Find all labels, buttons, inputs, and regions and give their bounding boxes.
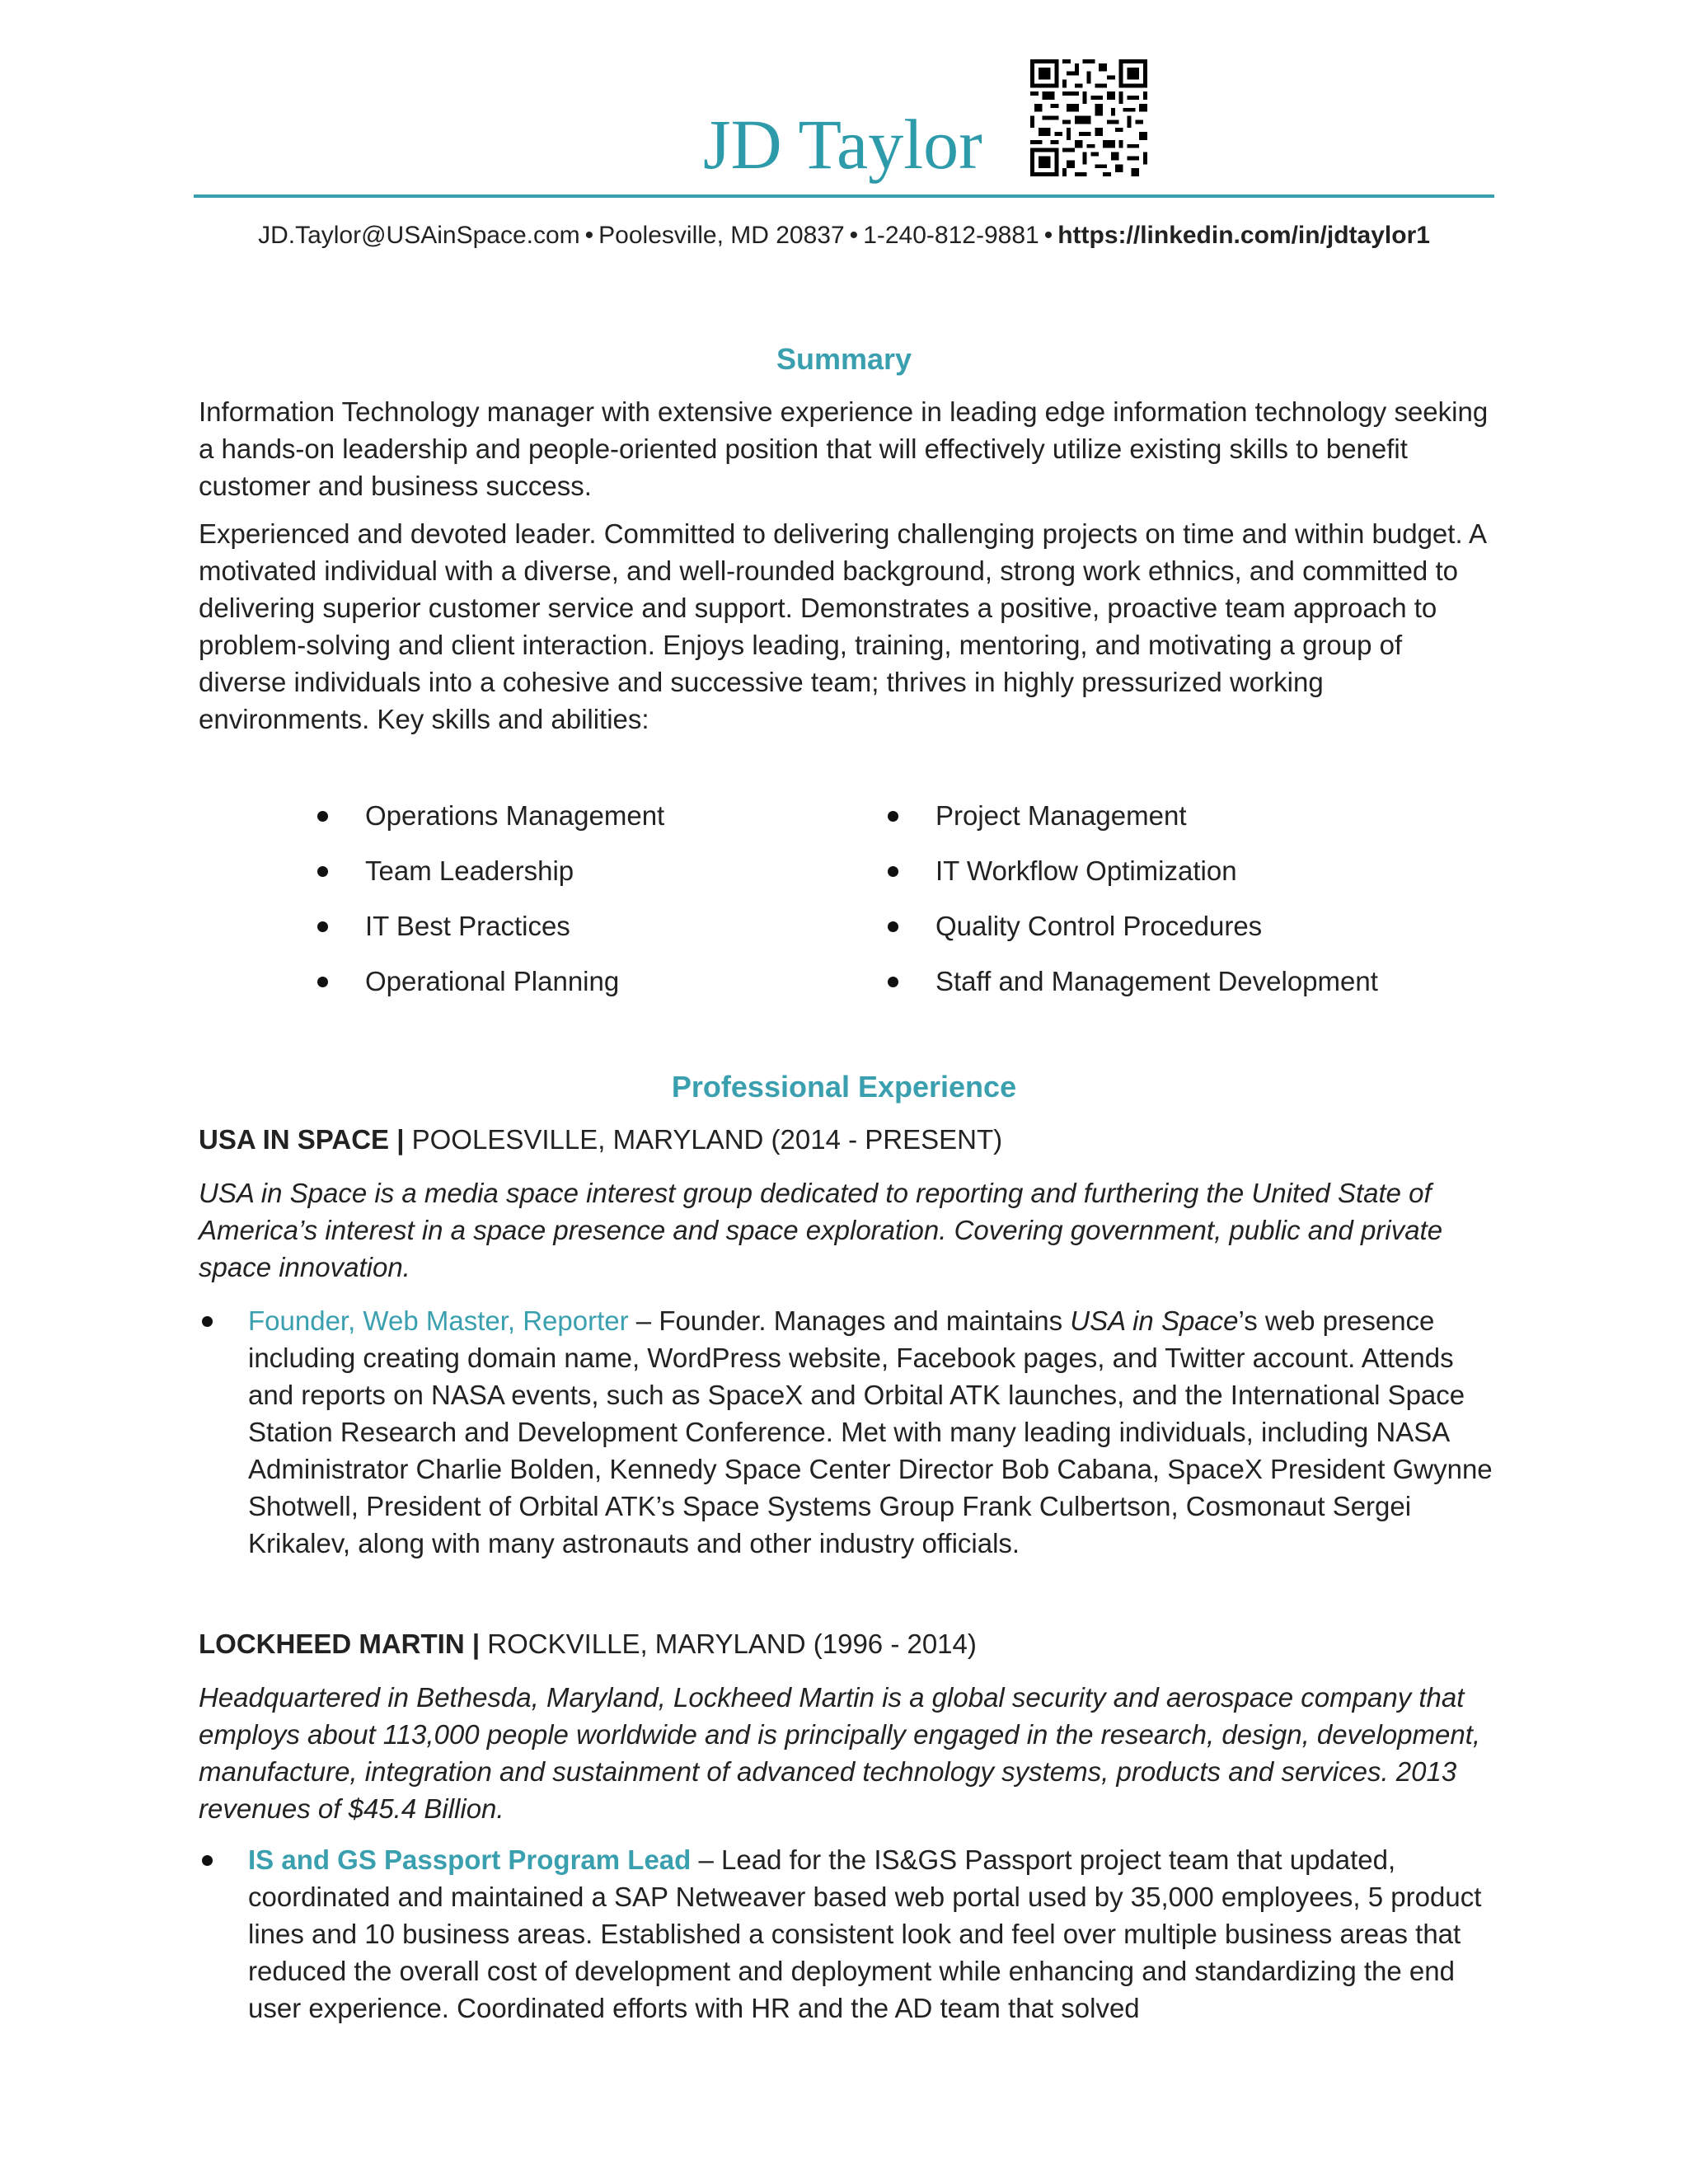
job-header — [199, 1121, 1002, 1158]
skill-item — [365, 797, 664, 852]
skill-item — [365, 852, 664, 907]
bullet-icon — [317, 921, 328, 932]
role-title: Founder, Web Master, Reporter — [248, 1305, 629, 1336]
divider: | — [471, 1629, 481, 1659]
bullet-icon — [317, 977, 328, 987]
role-entry — [248, 1302, 1493, 1562]
skill-label: IT Best Practices — [365, 911, 570, 941]
bullet-icon — [888, 921, 898, 932]
skill-label: Staff and Management Development — [935, 966, 1378, 996]
experience-heading: Professional Experience — [671, 1070, 1017, 1104]
contact-line — [0, 219, 1688, 252]
role-text-italic: USA in Space — [1070, 1305, 1239, 1336]
candidate-name: JD Taylor — [703, 105, 982, 184]
skills-list-right — [935, 797, 1378, 1018]
skill-label: Operations Management — [365, 800, 665, 831]
skills-list-left — [365, 797, 664, 1018]
qr-code-icon — [1030, 59, 1147, 176]
company-name: USA IN SPACE — [199, 1124, 390, 1155]
job-header — [199, 1625, 977, 1662]
contact-email[interactable]: JD.Taylor@USAinSpace.com — [258, 222, 580, 249]
bullet-icon — [888, 977, 898, 987]
header-rule — [194, 194, 1494, 198]
company-description: USA in Space is a media space interest group dedicated to reporting and furthering the United State of America’s interest in a space presence and space exploration. Covering government, public and private space innovation. — [199, 1178, 1443, 1282]
skill-item — [935, 963, 1378, 1018]
skill-label: Operational Planning — [365, 966, 620, 996]
contact-phone: 1-240-812-9881 — [863, 222, 1039, 249]
skill-item — [365, 907, 664, 963]
skill-item — [935, 907, 1378, 963]
separator: • — [849, 222, 859, 249]
bullet-icon — [317, 811, 328, 822]
skill-label: Project Management — [935, 800, 1187, 831]
location-dates: ROCKVILLE, MARYLAND (1996 - 2014) — [487, 1629, 977, 1659]
skill-label: IT Workflow Optimization — [935, 855, 1237, 886]
skill-label: Quality Control Procedures — [935, 911, 1263, 941]
role-text: – Lead for the IS&GS Passport project team that updated, coordinated and maintained a SAP Netweaver based web portal used by 35,000 employees, 5 product lines and 10 business areas. Established a consistent look and feel over multiple business areas that reduced the overall cost of development and deployment while enhancing and standardizing the end user experience. Coordinated efforts with HR and the AD team that solved — [248, 1844, 1482, 2023]
bullet-icon — [888, 811, 898, 822]
bullet-icon — [317, 866, 328, 877]
role-entry — [248, 1841, 1493, 2027]
location-dates: POOLESVILLE, MARYLAND (2014 - PRESENT) — [411, 1124, 1003, 1155]
skill-item — [935, 852, 1378, 907]
skill-label: Team Leadership — [365, 855, 574, 886]
company-name: LOCKHEED MARTIN — [199, 1629, 465, 1659]
skill-item — [935, 797, 1378, 852]
contact-location: Poolesville, MD 20837 — [598, 222, 845, 249]
summary-paragraph-1: Information Technology manager with extensive experience in leading edge information technology seeking a hands-on leadership and people-oriented position that will effectively utilize existing skills to benefit customer and business success. — [199, 396, 1489, 501]
company-description: Headquartered in Bethesda, Maryland, Lockheed Martin is a global security and aerospace company that employs about 113,000 people worldwide and is principally engaged in the research, design, development, manufacture, integration and sustainment of advanced technology systems, products and services. 2013 revenues of $45.4 Billion. — [199, 1682, 1481, 1824]
role-text: ’s web presence including creating domain name, WordPress website, Facebook pages, and Twitter account. Attends and reports on NASA events, such as SpaceX and Orbital ATK launches, and the International Space Station Research and Development Conference. Met with many leading individuals, including NASA Administrator Charlie Bolden, Kennedy Space Center Director Bob Cabana, SpaceX President Gwynne Shotwell, President of Orbital ATK’s Space Systems Group Frank Culbertson, Cosmonaut Sergei Krikalev, along with many astronauts and other industry officials. — [248, 1305, 1493, 1558]
contact-linkedin[interactable]: https://linkedin.com/in/jdtaylor1 — [1057, 222, 1430, 249]
summary-heading: Summary — [776, 342, 912, 376]
bullet-icon — [888, 866, 898, 877]
bullet-icon — [202, 1316, 213, 1327]
skill-item — [365, 963, 664, 1018]
separator: • — [584, 222, 594, 249]
role-text: – Founder. Manages and maintains — [628, 1305, 1071, 1336]
summary-paragraph-2: Experienced and devoted leader. Committed to delivering challenging projects on time and within budget. A motivated individual with a diverse, and well-rounded background, strong work ethnics, and committed to delivering superior customer service and support. Demonstrates a positive, proactive team approach to problem-solving and client interaction. Enjoys leading, training, mentoring, and motivating a group of diverse individuals into a cohesive and successive team; thrives in highly pressurized working environments. Key skills and abilities: — [199, 518, 1486, 734]
divider: | — [396, 1124, 405, 1155]
role-title: IS and GS Passport Program Lead — [248, 1844, 692, 1875]
separator: • — [1043, 222, 1053, 249]
bullet-icon — [202, 1855, 213, 1866]
